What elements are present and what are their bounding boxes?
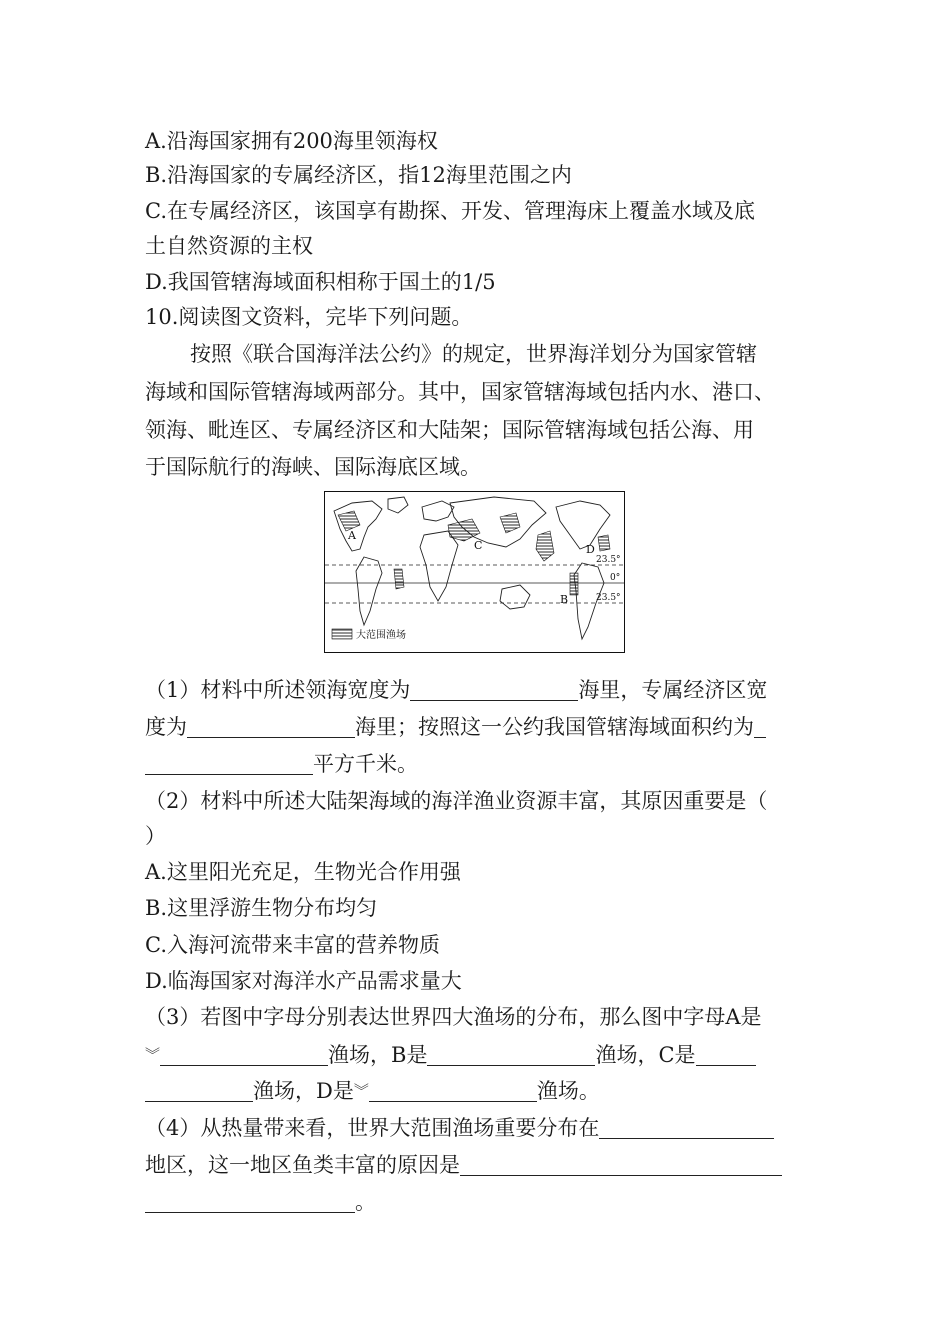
sub1-line1 (145, 675, 767, 705)
answer-blank[interactable] (460, 1153, 782, 1176)
placeholder-symbol: ︾ (353, 1082, 369, 1100)
answer-blank[interactable] (187, 715, 355, 738)
sub1-text: 海里；按照这一公约我国管辖海域面积约为 (355, 715, 754, 739)
answer-blank[interactable] (754, 715, 766, 738)
passage-line: 按照《联合国海洋法公约》的规定，世界海洋划分为国家管辖 (190, 342, 757, 366)
sub1-text: （1）材料中所述领海宽度为 (145, 678, 411, 702)
sub1-text: 平方千米。 (313, 752, 418, 776)
option-9c-line1: C.在专属经济区，该国享有勘探、开发、管理海床上覆盖水域及底 (145, 199, 755, 223)
answer-blank[interactable] (145, 752, 313, 775)
sub4-line3 (145, 1187, 376, 1217)
sub4-line1 (145, 1113, 774, 1143)
sub4-line2 (145, 1150, 782, 1180)
label-c: C (474, 539, 483, 552)
sub4-text: （4）从热量带来看，世界大范围渔场重要分布在 (145, 1116, 600, 1140)
legend-label: 大范围渔场 (356, 630, 406, 641)
label-d: D (586, 543, 595, 556)
option-9a: A.沿海国家拥有200海里领海权 (145, 129, 438, 153)
sub3-text: 渔场，D是 (253, 1079, 354, 1103)
answer-blank[interactable] (145, 1079, 253, 1102)
sub1-text: 度为 (145, 715, 187, 739)
label-b: B (560, 593, 569, 606)
answer-blank[interactable] (145, 1190, 355, 1213)
lat-south-label: 23.5° (596, 593, 621, 603)
sub4-text: 地区，这一地区鱼类丰富的原因是 (145, 1153, 460, 1177)
sub3-text: 渔场，B是 (328, 1043, 428, 1067)
sub1-line3 (145, 749, 418, 779)
sub3-text: 渔场。 (536, 1079, 600, 1103)
option-9b: B.沿海国家的专属经济区，指12海里范围之内 (145, 163, 572, 187)
sub3-line1: （3）若图中字母分别表达世界四大渔场的分布，那么图中字母A是 (145, 1005, 762, 1029)
sub3-text: 渔场，C是 (595, 1043, 696, 1067)
sub2-line1: （2）材料中所述大陆架海域的海洋渔业资源丰富，其原因重要是（ (145, 789, 768, 813)
answer-blank[interactable] (369, 1079, 537, 1102)
world-fishery-map (324, 491, 625, 653)
option-2c: C.入海河流带来丰富的营养物质 (145, 933, 440, 957)
option-2a: A.这里阳光充足，生物光合作用强 (145, 860, 461, 884)
answer-blank[interactable] (160, 1043, 328, 1066)
placeholder-symbol: ︾ (145, 1046, 161, 1064)
answer-blank[interactable] (410, 678, 578, 701)
option-9d: D.我国管辖海域面积相称于国土的1/5 (145, 270, 496, 294)
passage-line: 领海、毗连区、专属经济区和大陆架；国际管辖海域包括公海、用 (145, 418, 754, 442)
legend-hatch-swatch (332, 629, 352, 639)
answer-blank[interactable] (599, 1116, 774, 1139)
sub1-line2 (145, 712, 766, 742)
sub3-line2 (145, 1040, 756, 1070)
equator-label: 0° (610, 573, 621, 583)
answer-blank[interactable] (427, 1043, 595, 1066)
passage-line: 于国际航行的海峡、国际海底区域。 (145, 455, 481, 479)
option-9c-line2: 土自然资源的主权 (145, 234, 313, 258)
sub3-line3 (145, 1076, 600, 1106)
option-2d: D.临海国家对海洋水产品需求量大 (145, 969, 462, 993)
lat-north-label: 23.5° (596, 555, 621, 565)
sub4-text: 。 (355, 1190, 376, 1214)
passage-line: 海域和国际管辖海域两部分。其中，国家管辖海域包括内水、港口、 (145, 380, 775, 404)
sub2-line2: ） (145, 824, 166, 848)
label-a: A (348, 529, 356, 542)
answer-blank[interactable] (696, 1043, 756, 1066)
sub1-text: 海里，专属经济区宽 (578, 678, 768, 702)
question-10-header: 10.阅读图文资料，完毕下列问题。 (145, 305, 473, 329)
option-2b: B.这里浮游生物分布均匀 (145, 896, 378, 920)
